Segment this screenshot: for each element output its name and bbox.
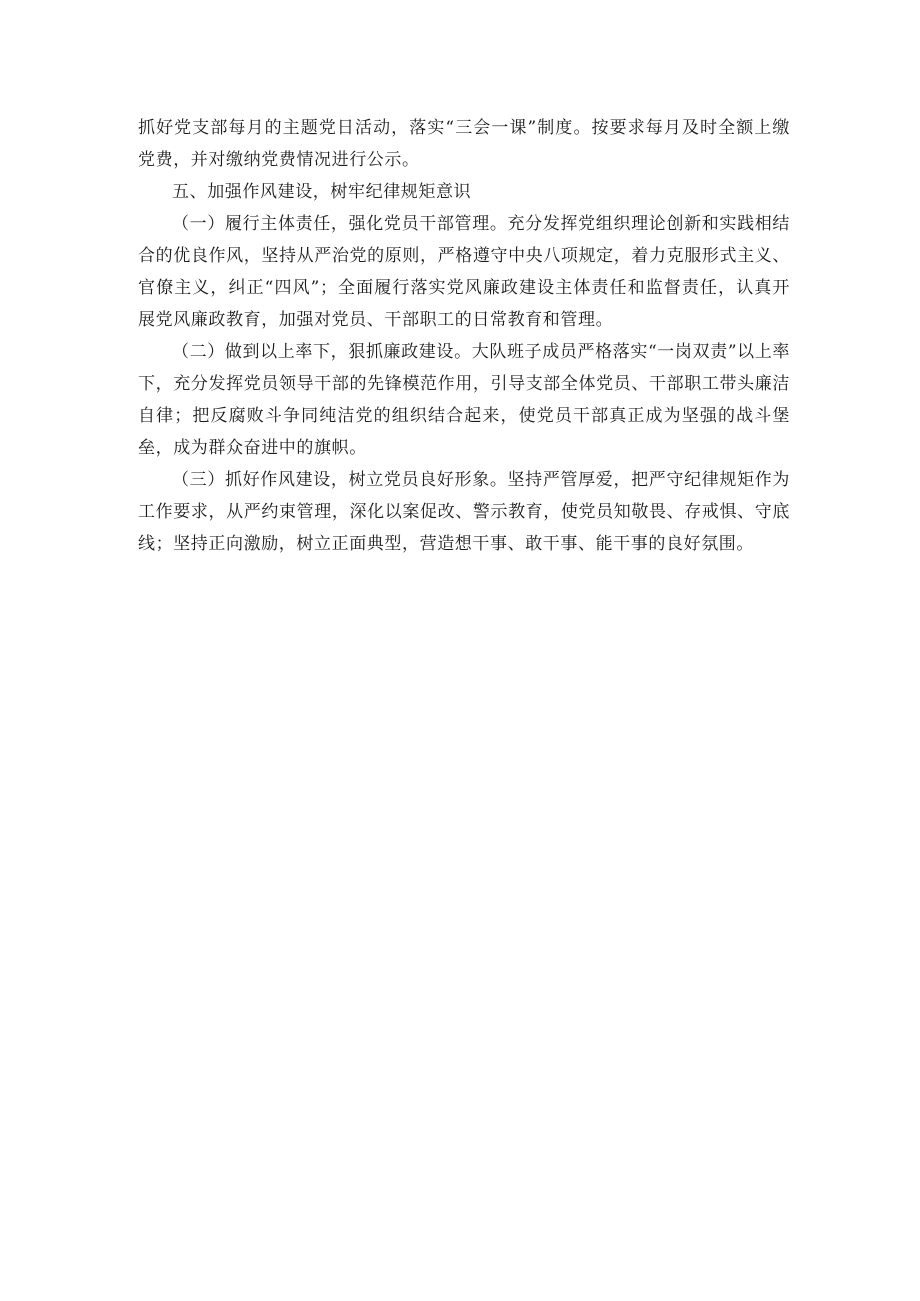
- paragraph-item-three: （三）抓好作风建设，树立党员良好形象。坚持严管厚爱，把严守纪律规矩作为工作要求，从严约束管理，深化以案促改、警示教育，使党员知敬畏、存戒惧、守底线；坚持正向激励，树立正面典型，营造想干事、敢干事、能干事的良好氛围。: [138, 470, 790, 554]
- section-heading-five: 五、加强作风建设，树牢纪律规矩意识: [172, 182, 472, 202]
- paragraph-party-day: 抓好党支部每月的主题党日活动，落实“三会一课”制度。按要求每月及时全额上缴党费，并对缴纳党费情况进行公示。: [138, 118, 790, 170]
- paragraph-item-one: （一）履行主体责任，强化党员干部管理。充分发挥党组织理论创新和实践相结合的优良作风，坚持从严治党的原则，严格遵守中央八项规定，着力克服形式主义、官僚主义，纠正“四风”；全面履行落实党风廉政建设主体责任和监督责任，认真开展党风廉政教育，加强对党员、干部职工的日常教育和管理。: [138, 214, 790, 330]
- paragraph-item-two: （二）做到以上率下，狠抓廉政建设。大队班子成员严格落实“一岗双责”以上率下，充分发挥党员领导干部的先锋模范作用，引导支部全体党员、干部职工带头廉洁自律；把反腐败斗争同纯洁党的组织结合起来，使党员干部真正成为坚强的战斗堡垒，成为群众奋进中的旗帜。: [138, 342, 790, 458]
- document-body: [138, 112, 790, 560]
